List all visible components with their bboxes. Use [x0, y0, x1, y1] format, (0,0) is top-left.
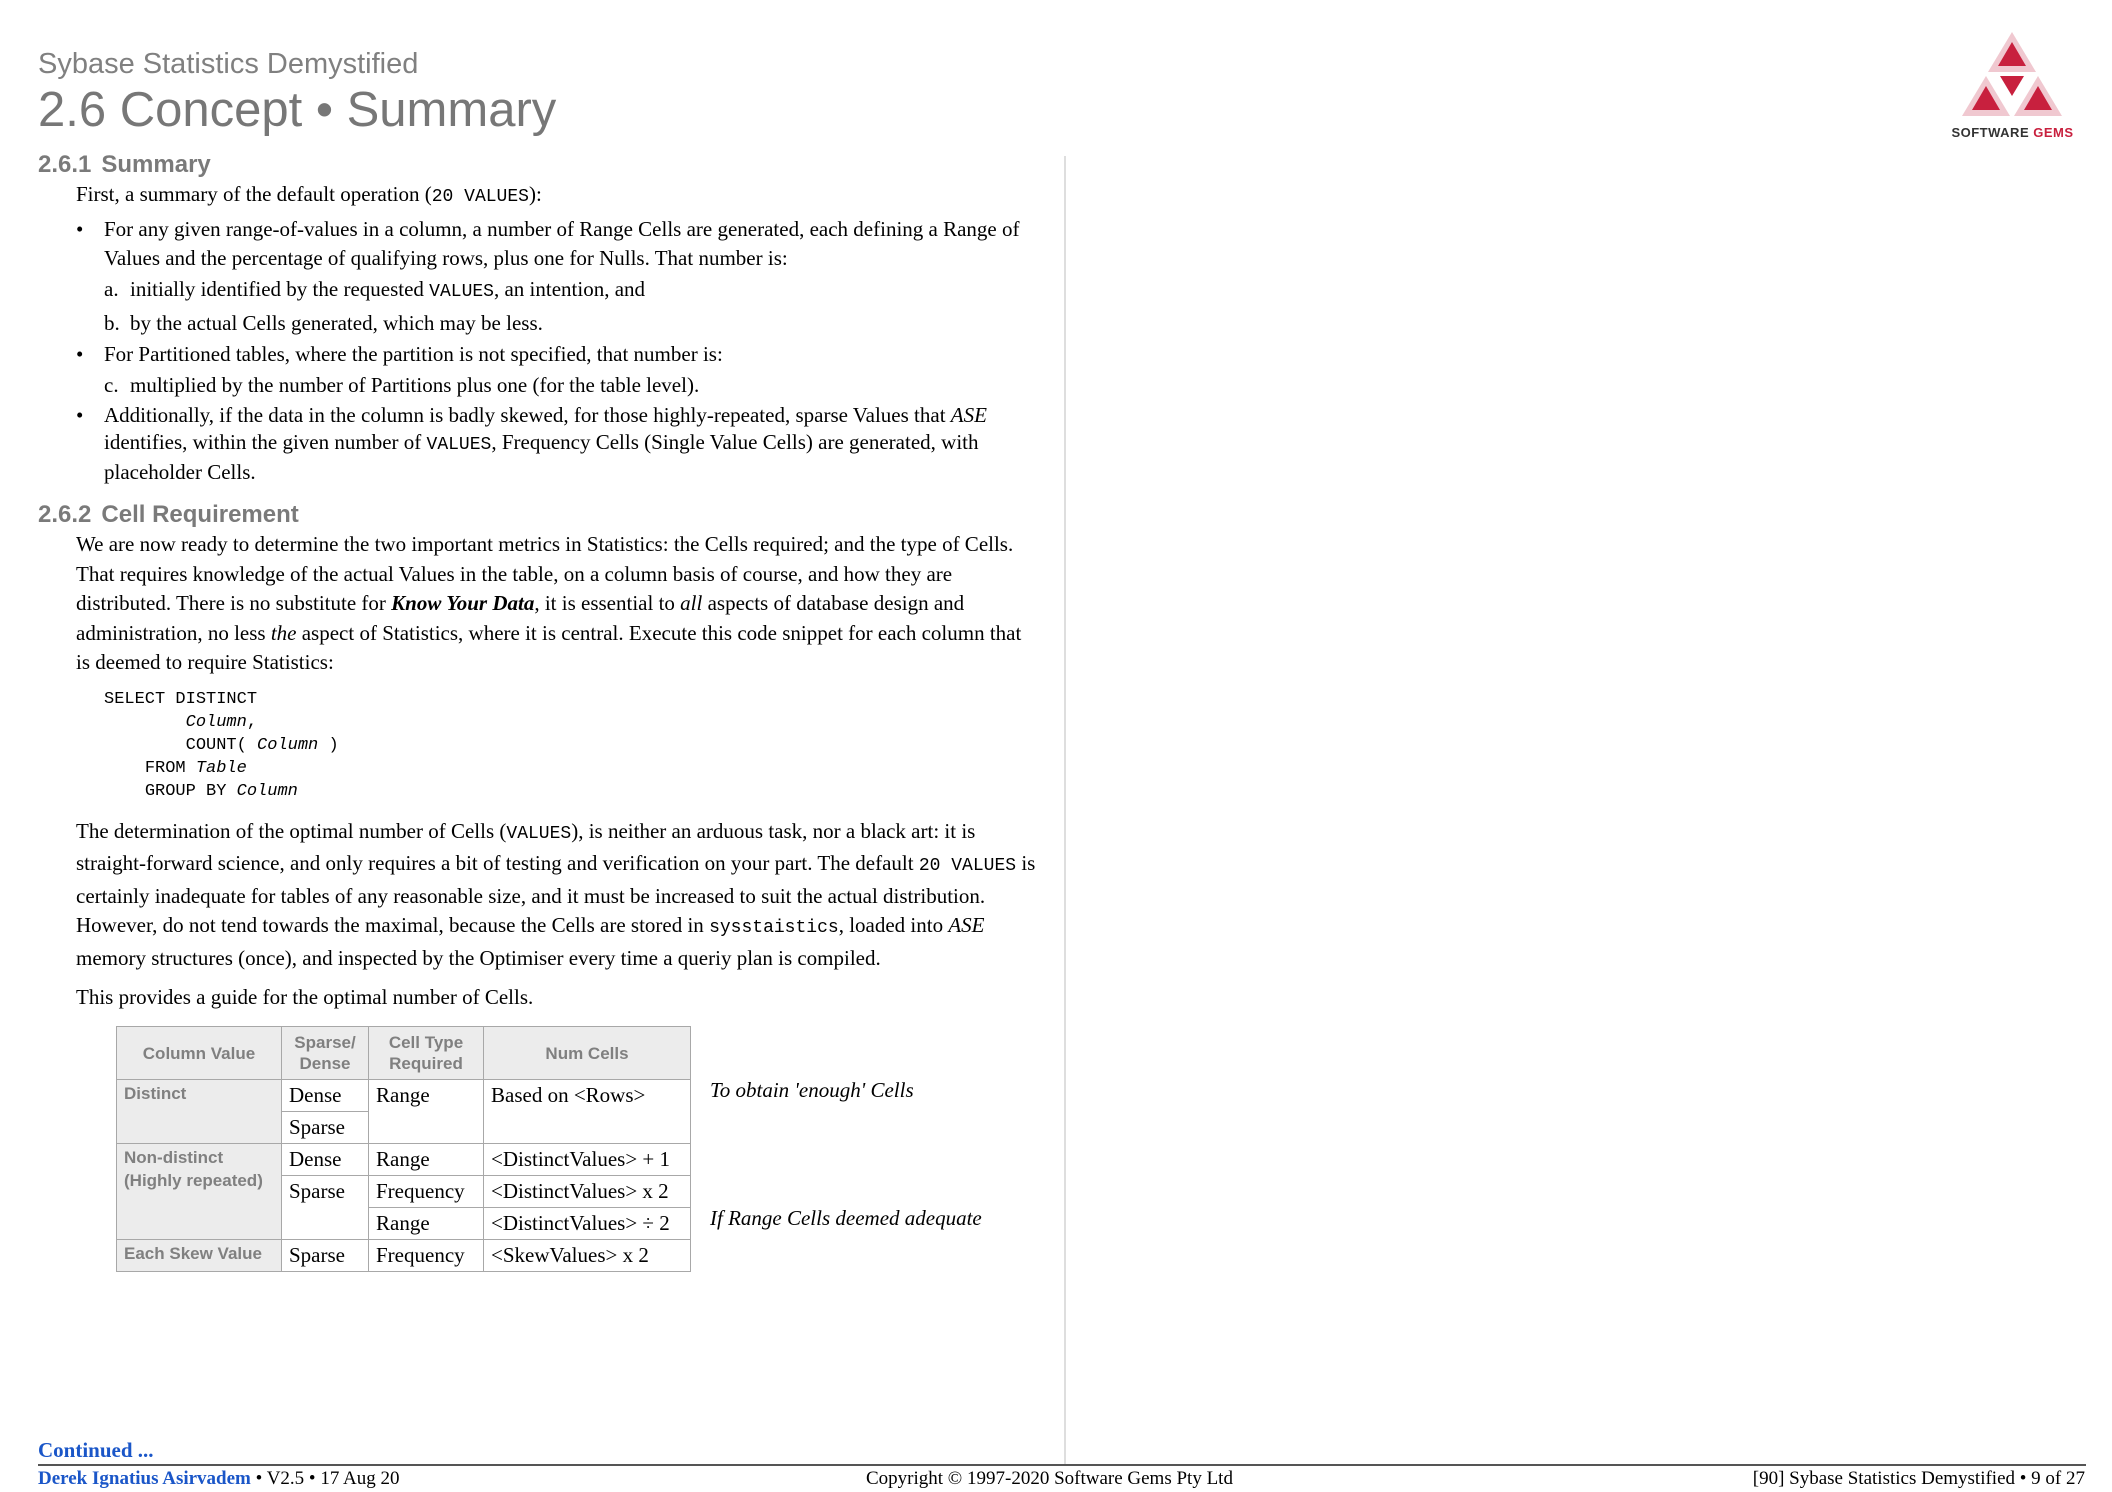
table-cell: <DistinctValues> + 1: [484, 1144, 691, 1176]
bullet-partitioned: • For Partitioned tables, where the partition is not specified, that number is:: [76, 342, 723, 366]
footer-page-number: [90] Sybase Statistics Demystified • 9 of 27: [1752, 1468, 2085, 1489]
table-cell: Range: [369, 1080, 484, 1144]
table-row: [117, 1080, 691, 1112]
table-cell: Frequency: [369, 1176, 484, 1208]
table-cell: <DistinctValues> ÷ 2: [484, 1208, 691, 1240]
table-row: [117, 1144, 691, 1176]
sub-item-b: b. by the actual Cells generated, which may be less.: [104, 311, 543, 335]
page-title: 2.6 Concept • Summary: [38, 83, 557, 137]
table-cell: Dense: [282, 1080, 369, 1112]
table-row-header: Distinct: [117, 1080, 282, 1144]
footer-author: Derek Ignatius Asirvadem • V2.5 • 17 Aug 20: [38, 1468, 400, 1489]
table-cell: Based on <Rows>: [484, 1080, 691, 1144]
logo-text-software: SOFTWARE: [1951, 125, 2030, 140]
table-note-enough-cells: To obtain 'enough' Cells: [710, 1078, 914, 1102]
table-cell: Range: [369, 1144, 484, 1176]
guide-sentence: This provides a guide for the optimal number of Cells.: [76, 985, 534, 1009]
cell-requirement-paragraph: We are now ready to determine the two important metrics in Statistics: the Cells required; and the type of Cells. That requires knowledge of the actual Values in the table, on a column basis of course, and how they are distributed. There is no substitute for Know Your Data, it is essential to all aspects of database design and administration, no less the aspect of Statistics, where it is central. Execute this code snippet for each column that is deemed to require Statistics:: [76, 532, 1022, 674]
section-heading-summary: 2.6.1 Summary: [38, 151, 211, 178]
bullet-skewed: • Additionally, if the data in the column is badly skewed, for those highly-repeated, sparse Values that ASE identifies, within the given number of VALUES, Frequency Cells (Single Value Cells) are generated, with placeholder Cells.: [76, 403, 987, 484]
footer-copyright: Copyright © 1997-2020 Software Gems Pty Ltd: [866, 1468, 1233, 1489]
continued-link[interactable]: Continued ...: [38, 1438, 154, 1462]
section-heading-cell-requirement: 2.6.2 Cell Requirement: [38, 501, 299, 528]
author-link[interactable]: Derek Ignatius Asirvadem: [38, 1468, 251, 1489]
sub-item-a: a. initially identified by the requested VALUES, an intention, and: [104, 277, 646, 302]
sql-code-snippet: SELECT DISTINCT Column, COUNT( Column ) FROM Table GROUP BY Column: [104, 689, 339, 801]
table-header: Column Value: [117, 1027, 282, 1080]
table-cell: Frequency: [369, 1240, 484, 1272]
table-row: [117, 1240, 691, 1272]
table-cell: Dense: [282, 1144, 369, 1176]
table-cell: <SkewValues> x 2: [484, 1240, 691, 1272]
summary-intro: First, a summary of the default operation (20 VALUES):: [76, 182, 542, 207]
table-note-range-adequate: If Range Cells deemed adequate: [710, 1206, 982, 1230]
book-title: Sybase Statistics Demystified: [38, 48, 419, 80]
cell-guide-table: [116, 1026, 691, 1272]
table-header: Cell Type Required: [369, 1027, 484, 1080]
column-divider: [1064, 156, 1066, 1466]
table-cell: Sparse: [282, 1112, 369, 1144]
logo-text-gems: GEMS: [2033, 125, 2074, 140]
table-row-header: Each Skew Value: [117, 1240, 282, 1272]
determination-paragraph: The determination of the optimal number of Cells (VALUES), is neither an arduous task, nor a black art: it is straight-forward science, and only requires a bit of testing and verification on your part. The default 20 VALUES is certainly inadequate for tables of any reasonable size, and it must be increased to suit the actual distribution. However, do not tend towards the maximal, because the Cells are stored in sysstaistics, loaded into ASE memory structures (once), and inspected by the Optimiser every time a queriy plan is compiled.: [76, 818, 1036, 970]
main-column: [38, 150, 1038, 1012]
bullet-range-cells: • For any given range-of-values in a column, a number of Range Cells are generated, each defining a Range of Values and the percentage of qualifying rows, plus one for Nulls. That number is:: [76, 217, 1020, 270]
footer-rule: [38, 1464, 2086, 1466]
sub-item-c: c. multiplied by the number of Partitions plus one (for the table level).: [104, 373, 700, 397]
table-cell: Range: [369, 1208, 484, 1240]
table-header-row: [117, 1027, 691, 1080]
table-row-header: Non-distinct (Highly repeated): [117, 1144, 282, 1240]
table-header: Num Cells: [484, 1027, 691, 1080]
table-header: Sparse/ Dense: [282, 1027, 369, 1080]
table-cell: Sparse: [282, 1176, 369, 1240]
software-gems-logo: [1940, 30, 2085, 142]
table-cell: Sparse: [282, 1240, 369, 1272]
table-cell: <DistinctValues> x 2: [484, 1176, 691, 1208]
